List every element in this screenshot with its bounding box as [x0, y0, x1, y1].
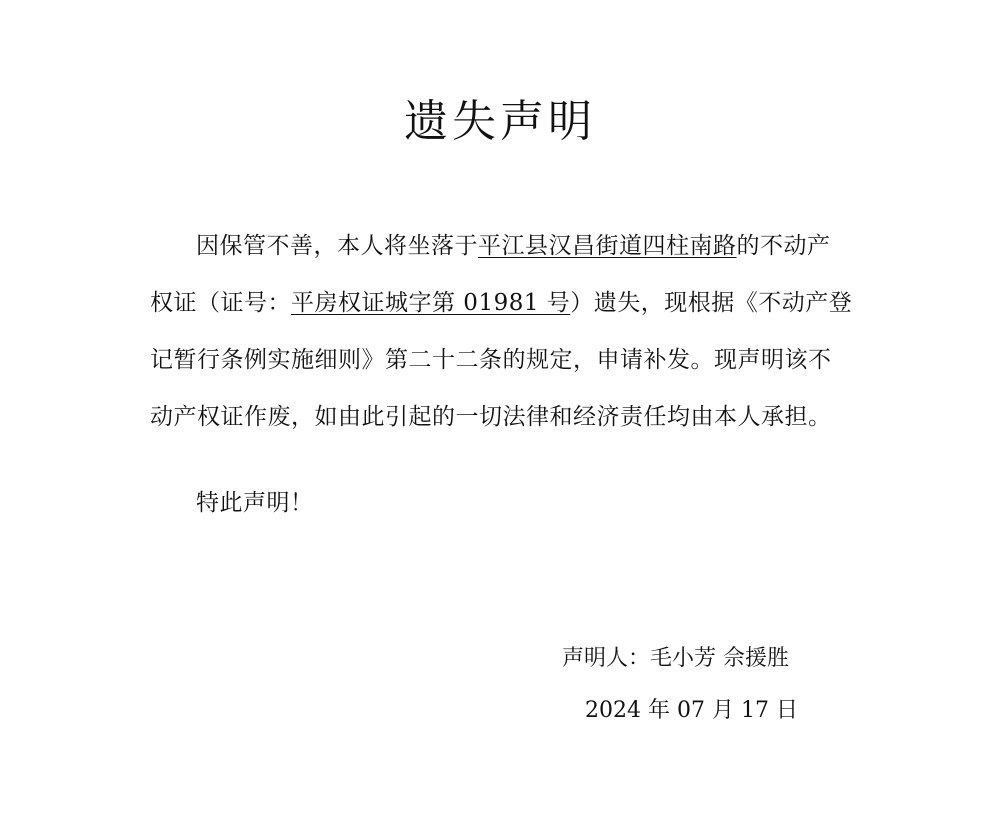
- closing-statement: 特此声明！: [196, 490, 314, 516]
- body-intro-text: 因保管不善，本人将坐落于: [196, 233, 478, 259]
- body-line-1-suffix: 的不动产: [736, 233, 831, 259]
- statement-date: 2024 年 07 月 17 日: [585, 698, 798, 723]
- body-line-2-suffix: ）遗失，现根据《不动产登: [570, 290, 853, 316]
- body-line-2-prefix: 权证（证号：: [150, 290, 291, 316]
- page-title: 遗失声明: [404, 96, 596, 147]
- body-line-2: [150, 275, 856, 332]
- statement-body: [150, 218, 856, 446]
- body-line-4: 动产权证作废，如由此引起的一切法律和经济责任均由本人承担。: [150, 404, 832, 430]
- body-line-1: [150, 218, 856, 275]
- certificate-number: 平房权证城字第 01981 号: [291, 290, 571, 316]
- property-address: 平江县汉昌街道四柱南路: [478, 233, 737, 259]
- body-line-3: 记暂行条例实施细则》第二十二条的规定，申请补发。现声明该不: [150, 347, 832, 373]
- declarant-signature: 声明人：毛小芳 佘援胜: [562, 646, 789, 671]
